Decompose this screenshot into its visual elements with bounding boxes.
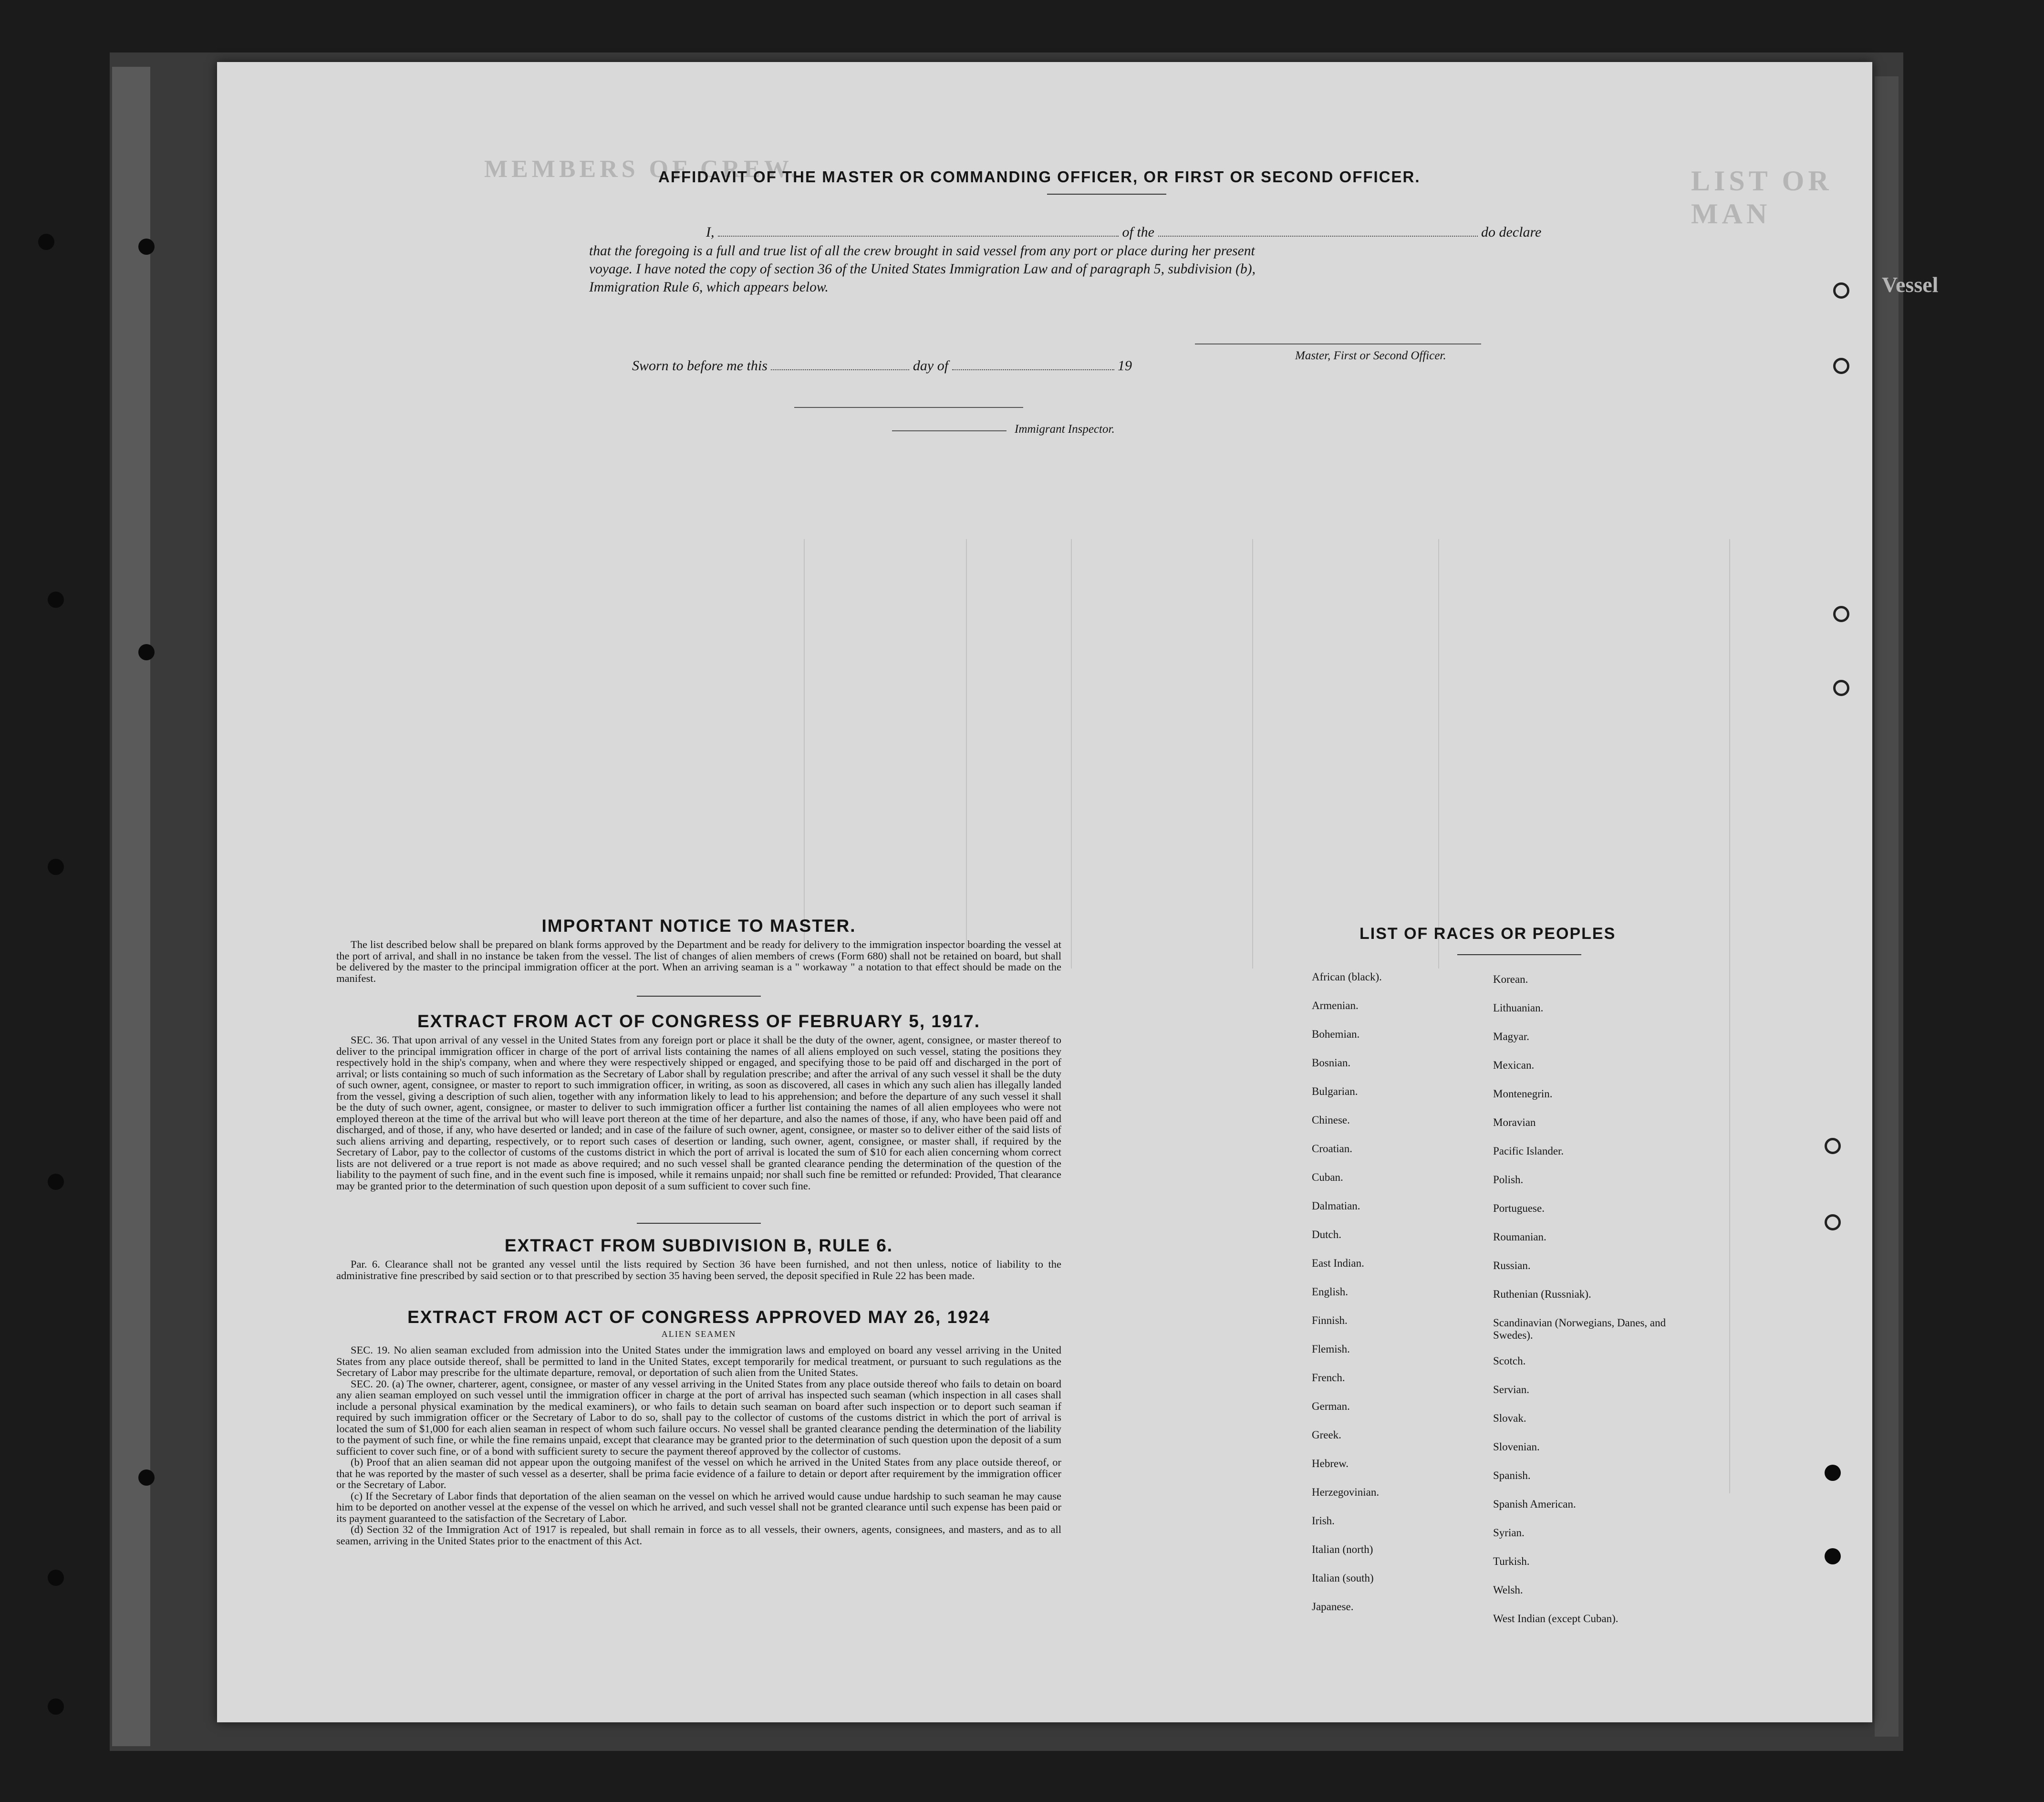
race-item: Spanish American. [1493,1498,1576,1510]
act1917-text [336,1034,1061,1191]
race-item: Russian. [1493,1260,1531,1271]
sworn-month-blank[interactable] [952,369,1114,370]
of-the-label: of the [1122,224,1154,240]
race-item: Slovenian. [1493,1441,1540,1453]
notice-text [336,939,1061,984]
race-item: Bohemian. [1312,1028,1360,1040]
rule6-paragraph: Par. 6. Clearance shall not be granted any vessel until the lists required by Section 36 have been furnished, and not then unless, notice of liability to the administrative fine prescribed by said section or to that prescribed by section 35 having been served, the deposit specified in Rule 22 has been made. [336,1258,1061,1281]
race-item: Chinese. [1312,1114,1350,1126]
ghost-vessel-label: Vessel [1882,272,1939,297]
binder-hole [138,1469,155,1486]
race-item: African (black). [1312,971,1382,983]
race-item: Slovak. [1493,1412,1526,1424]
race-item: Greek. [1312,1429,1341,1441]
races-title: LIST OF RACES OR PEOPLES [1359,925,1616,943]
notice-title: IMPORTANT NOTICE TO MASTER. [541,916,856,936]
divider-rule [1047,194,1166,195]
divider-rule [637,1223,761,1224]
binder-hole [48,592,64,608]
day-of-label: day of [913,358,949,374]
punch-hole [1833,282,1849,299]
race-item: Spanish. [1493,1469,1531,1481]
name-blank[interactable] [718,236,1119,237]
race-item: Bulgarian. [1312,1085,1358,1097]
binder-strip-right [1875,76,1899,1737]
race-item: Turkish. [1493,1555,1530,1567]
ghost-header-right: MEMBERS OF CREW. [484,156,800,183]
affidavit-statement-3: Immigration Rule 6, which appears below. [589,280,829,295]
race-item: Flemish. [1312,1343,1350,1355]
i-label: I, [706,224,715,240]
race-item: Bosnian. [1312,1057,1351,1069]
race-item: Magyar. [1493,1031,1530,1042]
race-item: Hebrew. [1312,1458,1349,1469]
inspector-label: Immigrant Inspector. [1015,423,1115,436]
notice-paragraph: The list described below shall be prepared on blank forms approved by the Department and be ready for delivery to the immigration inspector boarding the vessel at the port of arrival, and shall in no instance be taken from the vessel. The list of changes of alien members of crews (Form 680) shall not be retained on board, but shall be delivered by the master to the principal immigration officer at the port. When an arriving seaman is a " workaway " a notation to that effect should be made on the manifest. [336,938,1061,984]
race-item: Lithuanian. [1493,1002,1544,1014]
ghost-column-line [1071,539,1072,969]
master-signature-label: Master, First or Second Officer. [1295,349,1446,362]
act1924-sec20c: (c) If the Secretary of Labor finds that deportation of the alien seaman on the vessel on which he arrived would cause undue hardship to such seaman he may cause him to be deported on another vessel at the expense of the vessel on which he arrived, and such vessel shall not be granted clearance until such expense has been paid or its payment guaranteed to the satisfaction of the Secretary of Labor. [336,1490,1061,1524]
race-item: Roumanian. [1493,1231,1546,1243]
race-item: Scandinavian (Norwegians, Danes, and Swedes). [1493,1317,1666,1341]
rule6-text [336,1259,1061,1281]
races-left-column [1312,971,1484,1696]
race-item: Polish. [1493,1174,1524,1186]
punch-hole [1825,1138,1841,1154]
race-item: Portuguese. [1493,1202,1545,1214]
ghost-column-line [1438,539,1439,969]
race-item: Irish. [1312,1515,1335,1527]
punch-hole [1833,680,1849,696]
divider-rule [637,996,761,997]
ghost-column-line [966,539,967,969]
ghost-column-line [1252,539,1253,969]
act1917-paragraph: SEC. 36. That upon arrival of any vessel in the United States from any foreign port or place it shall be the duty of the owner, agent, consignee, or master thereof to deliver to the principal immigration officer in charge of the port of arrival lists containing the names of all aliens employed on such vessel, stating the positions they respectively hold in the ship's company, when and where they were respectively shipped or engaged, and specifying those to be paid off and discharged in the port of arrival; or lists containing so much of such information as the Secretary of Labor shall by regulation prescribe; and after the arrival of any such vessel it shall be the duty of such owner, agent, consignee, or master to report to such immigration officer, in writing, as soon as discovered, all cases in which any such alien has illegally landed from the vessel, giving a description of such alien, together with any information likely to lead to his apprehension; and before the departure of any such vessel it shall be the duty of such owner, agent, consignee, or master to deliver to such immigration officer a further list containing the names of all alien employees who were not employed thereon at the time of the arrival but who will leave port thereon at the time of her departure, and also the names of those, if any, who have been paid off and discharged, and of those, if any, who have deserted or landed; and in case of the failure of such owner, agent, consignee, or master so to deliver either of the said lists of such aliens arriving and departing, respectively, or to report such cases of desertion or landing, such owner, agent, consignee, or master shall, if required by the Secretary of Labor, pay to the collector of customs of the customs district in which the port of arrival is located the sum of $10 for each alien concerning whom correct lists are not delivered or a true report is not made as above required; and no such vessel shall be granted clearance pending the determination of the question of the liability to the payment of such fine, and in the event such fine is imposed, while it remains unpaid; nor shall such fine be remitted or refunded: Provided, That clearance may be granted prior to the determination of such question upon deposit of a sum sufficient to cover such fine. [336,1034,1061,1192]
punch-hole [1825,1548,1841,1564]
race-item: Herzegovinian. [1312,1486,1380,1498]
vessel-blank[interactable] [1158,236,1478,237]
affidavit-statement-2: voyage. I have noted the copy of section 36 of the United States Immigration Law and of paragraph 5, subdivision (b), [589,261,1255,277]
race-item: Moravian [1493,1116,1536,1128]
binder-hole [138,644,155,660]
binder-strip-left [112,67,150,1746]
act1917-title: EXTRACT FROM ACT OF CONGRESS OF FEBRUARY 5, 1917. [417,1011,981,1031]
year-prefix: 19 [1118,358,1132,374]
race-item: Scotch. [1493,1355,1526,1367]
binder-hole [48,1570,64,1586]
do-declare-label: do declare [1481,224,1542,240]
race-item: Pacific Islander. [1493,1145,1564,1157]
act1924-sec19: SEC. 19. No alien seaman excluded from admission into the United States under the immigration laws and employed on board any vessel arriving in the United States from any place outside thereof, shall be permitted to land in the United States, except temporarily for medical treatment, or pursuant to such regulations as the Secretary of Labor may prescribe for the ultimate departure, removal, or deportation of such alien from the United States. [336,1344,1061,1378]
divider-rule [1457,954,1581,955]
affidavit-declaration-line [706,224,1541,240]
race-item: Dalmatian. [1312,1200,1360,1212]
punch-hole [1825,1214,1841,1230]
race-item: Armenian. [1312,1000,1359,1011]
race-item: English. [1312,1286,1349,1298]
ghost-column-line [1729,539,1730,1493]
race-item: Japanese. [1312,1601,1354,1613]
race-item: Italian (north) [1312,1543,1373,1555]
race-item: Dutch. [1312,1229,1341,1240]
binder-hole [38,234,54,250]
binder-hole [48,859,64,875]
inspector-signature-line[interactable] [794,407,1023,408]
binder-hole [138,239,155,255]
sworn-label: Sworn to before me this [632,358,768,374]
rule6-title: EXTRACT FROM SUBDIVISION B, RULE 6. [504,1236,893,1255]
race-item: Ruthenian (Russniak). [1493,1288,1591,1300]
act1924-title: EXTRACT FROM ACT OF CONGRESS APPROVED MAY 26, 1924 [407,1307,990,1327]
sworn-line [632,358,1132,374]
race-item: West Indian (except Cuban). [1493,1613,1619,1625]
affidavit-statement-1: that the foregoing is a full and true list of all the crew brought in said vessel from any port or place during her present [589,243,1255,259]
binder-hole [48,1174,64,1190]
affidavit-title: AFFIDAVIT OF THE MASTER OR COMMANDING OFFICER, OR FIRST OR SECOND OFFICER. [658,168,1421,186]
sworn-day-blank[interactable] [771,369,909,370]
race-item: Syrian. [1493,1527,1525,1539]
manifest-page [217,62,1939,1722]
act1924-sec20a: SEC. 20. (a) The owner, charterer, agent, consignee, or master of any vessel arriving in the United States from any place outside thereof who fails to detain on board any alien seaman employed on such vessel until the immigration officer in charge at the port of arrival has inspected such seaman (which inspection in all cases shall include a personal physical examination by the medical examiners), or who fails to detain such seaman on board after such inspection or to deport such seaman if required by such immigration officer or the Secretary of Labor to do so, shall pay to the collector of customs of the customs district in which the port of arrival is located the sum of $1,000 for each alien seaman in respect of whom such failure occurs. No vessel shall be granted clearance pending the determination of the liability to the payment of such fine, or while the fine remains unpaid, except that clearance may be granted prior to the determination of such question upon the deposit of a sum sufficient to cover such fine, or of a bond with sufficient surety to secure the payment thereof approved by the collector of customs. [336,1377,1061,1457]
binder-hole [48,1698,64,1715]
ghost-header-left: LIST OR MAN [1691,165,1833,229]
race-item: Servian. [1493,1384,1530,1396]
punch-hole [1833,606,1849,622]
act1924-sec20b: (b) Proof that an alien seaman did not appear upon the outgoing manifest of the vessel on which he arrived in the United States from any place outside thereof, or that he was reported by the master of such vessel as a deserter, shall be prima facie evidence of a failure to detain or deport after requirement by the immigration officer or the Secretary of Labor. [336,1456,1061,1490]
race-item: Welsh. [1493,1584,1523,1596]
race-item: Croatian. [1312,1143,1352,1155]
act1924-text [336,1344,1061,1546]
race-item: French. [1312,1372,1345,1384]
inspector-signature-line[interactable] [892,430,1006,431]
race-item: Mexican. [1493,1059,1535,1071]
race-item: Finnish. [1312,1314,1348,1326]
ghost-column-line [804,539,805,969]
race-item: Italian (south) [1312,1572,1374,1584]
race-item: Korean. [1493,973,1528,985]
races-right-column [1493,973,1703,1698]
act1924-sec20d: (d) Section 32 of the Immigration Act of 1917 is repealed, but shall remain in force as to all vessels, their owners, agents, consignees, and masters, and as to all seamen, arriving in the United States prior to the enactment of this Act. [336,1523,1061,1547]
act1924-subtitle: ALIEN SEAMEN [661,1329,737,1339]
punch-hole [1833,358,1849,374]
punch-hole [1825,1465,1841,1481]
race-item: Cuban. [1312,1171,1343,1183]
race-item: German. [1312,1400,1350,1412]
race-item: East Indian. [1312,1257,1364,1269]
race-item: Montenegrin. [1493,1088,1553,1100]
